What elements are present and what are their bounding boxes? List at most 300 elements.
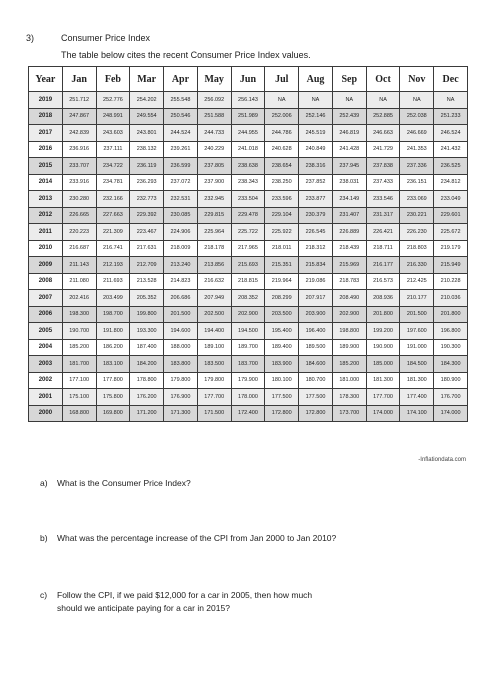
cpi-cell: 189.500 — [299, 339, 333, 356]
cpi-cell: 179.800 — [197, 372, 231, 389]
cpi-cell: 241.428 — [332, 141, 366, 158]
cpi-cell: 234.812 — [434, 174, 468, 191]
year-cell: 2002 — [29, 372, 63, 389]
year-cell: 2005 — [29, 323, 63, 340]
table-row — [29, 224, 468, 241]
table-row — [29, 92, 468, 109]
year-cell: 2001 — [29, 389, 63, 406]
question-c-text: Follow the CPI, if we paid $12,000 for a car in 2005, then how much should we anticipate paying for a car in 2015? — [57, 590, 313, 613]
cpi-cell: 215.693 — [231, 257, 265, 274]
cpi-cell: 251.712 — [62, 92, 96, 109]
cpi-cell: 229.478 — [231, 207, 265, 224]
cpi-cell: 243.801 — [130, 125, 164, 142]
cpi-cell: 237.072 — [164, 174, 198, 191]
cpi-cell: 189.100 — [197, 339, 231, 356]
table-row — [29, 240, 468, 257]
cpi-cell: 232.166 — [96, 191, 130, 208]
table-body — [29, 92, 468, 422]
cpi-cell: 202.416 — [62, 290, 96, 307]
cpi-cell: 237.945 — [332, 158, 366, 175]
cpi-cell: 197.600 — [400, 323, 434, 340]
cpi-cell: 213.856 — [197, 257, 231, 274]
column-header-apr: Apr — [164, 67, 198, 92]
table-row — [29, 141, 468, 158]
cpi-table — [28, 66, 468, 422]
year-cell: 2011 — [29, 224, 63, 241]
cpi-cell: 234.722 — [96, 158, 130, 175]
cpi-cell: 248.991 — [96, 108, 130, 125]
year-cell: 2013 — [29, 191, 63, 208]
cpi-cell: 194.400 — [197, 323, 231, 340]
year-cell: 2004 — [29, 339, 63, 356]
table-row — [29, 339, 468, 356]
table-intro: The table below cites the recent Consumer Price Index values. — [61, 50, 311, 60]
cpi-cell: 251.233 — [434, 108, 468, 125]
column-header-aug: Aug — [299, 67, 333, 92]
cpi-cell: 232.945 — [197, 191, 231, 208]
cpi-cell: 237.111 — [96, 141, 130, 158]
cpi-cell: 190.300 — [434, 339, 468, 356]
cpi-cell: 225.964 — [197, 224, 231, 241]
cpi-cell: 237.838 — [366, 158, 400, 175]
cpi-cell: 238.343 — [231, 174, 265, 191]
cpi-cell: 211.143 — [62, 257, 96, 274]
cpi-cell: 232.773 — [130, 191, 164, 208]
cpi-cell: 218.312 — [299, 240, 333, 257]
cpi-cell: 180.100 — [265, 372, 299, 389]
cpi-cell: 203.500 — [265, 306, 299, 323]
year-cell: 2012 — [29, 207, 63, 224]
year-cell: 2019 — [29, 92, 63, 109]
cpi-cell: 183.100 — [96, 356, 130, 373]
question-c — [40, 589, 340, 615]
year-cell: 2015 — [29, 158, 63, 175]
column-header-jul: Jul — [265, 67, 299, 92]
problem-title: Consumer Price Index — [61, 33, 151, 43]
cpi-cell: 241.432 — [434, 141, 468, 158]
cpi-cell: 233.049 — [434, 191, 468, 208]
cpi-cell: 185.200 — [332, 356, 366, 373]
cpi-cell: 243.603 — [96, 125, 130, 142]
cpi-cell: 196.400 — [299, 323, 333, 340]
cpi-cell: 181.300 — [400, 372, 434, 389]
cpi-cell: 218.783 — [332, 273, 366, 290]
cpi-cell: 219.179 — [434, 240, 468, 257]
cpi-cell: 227.663 — [96, 207, 130, 224]
cpi-cell: 226.545 — [299, 224, 333, 241]
cpi-cell: 244.524 — [164, 125, 198, 142]
cpi-cell: 178.300 — [332, 389, 366, 406]
cpi-cell: 240.849 — [299, 141, 333, 158]
cpi-cell: 195.400 — [265, 323, 299, 340]
cpi-cell: 246.524 — [434, 125, 468, 142]
cpi-cell: 176.900 — [164, 389, 198, 406]
cpi-cell: 183.700 — [231, 356, 265, 373]
year-cell: 2009 — [29, 257, 63, 274]
cpi-cell: 174.100 — [400, 405, 434, 422]
cpi-cell: 233.546 — [366, 191, 400, 208]
year-cell: 2018 — [29, 108, 63, 125]
cpi-cell: 210.036 — [434, 290, 468, 307]
cpi-cell: 196.800 — [434, 323, 468, 340]
cpi-cell: 237.433 — [366, 174, 400, 191]
cpi-cell: 224.906 — [164, 224, 198, 241]
cpi-cell: 233.707 — [62, 158, 96, 175]
cpi-cell: 199.800 — [130, 306, 164, 323]
table-row — [29, 356, 468, 373]
cpi-cell: 234.149 — [332, 191, 366, 208]
cpi-cell: 231.317 — [366, 207, 400, 224]
cpi-cell: 179.800 — [164, 372, 198, 389]
cpi-cell: NA — [400, 92, 434, 109]
cpi-cell: 183.900 — [265, 356, 299, 373]
column-header-sep: Sep — [332, 67, 366, 92]
cpi-cell: 252.439 — [332, 108, 366, 125]
cpi-cell: 229.104 — [265, 207, 299, 224]
cpi-cell: 225.672 — [434, 224, 468, 241]
cpi-cell: 215.969 — [332, 257, 366, 274]
cpi-cell: 201.500 — [164, 306, 198, 323]
cpi-cell: 172.400 — [231, 405, 265, 422]
cpi-cell: 232.531 — [164, 191, 198, 208]
column-header-dec: Dec — [434, 67, 468, 92]
cpi-cell: 237.805 — [197, 158, 231, 175]
cpi-cell: 168.800 — [62, 405, 96, 422]
year-cell: 2014 — [29, 174, 63, 191]
cpi-cell: 231.407 — [332, 207, 366, 224]
cpi-cell: 183.500 — [197, 356, 231, 373]
problem-number: 3) — [26, 33, 35, 43]
cpi-cell: 188.000 — [164, 339, 198, 356]
table-row — [29, 158, 468, 175]
cpi-cell: 189.400 — [265, 339, 299, 356]
cpi-cell: 233.504 — [231, 191, 265, 208]
cpi-cell: 245.519 — [299, 125, 333, 142]
cpi-cell: 176.200 — [130, 389, 164, 406]
cpi-cell: 216.687 — [62, 240, 96, 257]
cpi-cell: 205.352 — [130, 290, 164, 307]
cpi-cell: 212.709 — [130, 257, 164, 274]
table-row — [29, 273, 468, 290]
cpi-cell: 233.916 — [62, 174, 96, 191]
question-a-letter: a) — [40, 478, 48, 488]
cpi-cell: 193.300 — [130, 323, 164, 340]
cpi-cell: 236.525 — [434, 158, 468, 175]
cpi-cell: 250.546 — [164, 108, 198, 125]
cpi-cell: NA — [299, 92, 333, 109]
cpi-cell: 236.119 — [130, 158, 164, 175]
cpi-cell: 177.500 — [299, 389, 333, 406]
cpi-cell: 249.554 — [130, 108, 164, 125]
year-cell: 2010 — [29, 240, 63, 257]
cpi-cell: NA — [366, 92, 400, 109]
cpi-cell: 240.229 — [197, 141, 231, 158]
cpi-cell: 202.500 — [197, 306, 231, 323]
year-cell: 2000 — [29, 405, 63, 422]
cpi-cell: 210.228 — [434, 273, 468, 290]
cpi-cell: 216.573 — [366, 273, 400, 290]
cpi-cell: 237.852 — [299, 174, 333, 191]
cpi-cell: 230.221 — [400, 207, 434, 224]
cpi-cell: 203.900 — [299, 306, 333, 323]
cpi-cell: 251.588 — [197, 108, 231, 125]
cpi-cell: NA — [265, 92, 299, 109]
cpi-cell: 171.300 — [164, 405, 198, 422]
cpi-cell: 252.038 — [400, 108, 434, 125]
cpi-cell: 230.085 — [164, 207, 198, 224]
cpi-cell: 252.885 — [366, 108, 400, 125]
column-header-may: May — [197, 67, 231, 92]
cpi-cell: 213.240 — [164, 257, 198, 274]
cpi-cell: 229.815 — [197, 207, 231, 224]
cpi-cell: 255.548 — [164, 92, 198, 109]
cpi-cell: 184.300 — [434, 356, 468, 373]
cpi-cell: 246.663 — [366, 125, 400, 142]
cpi-cell: 244.733 — [197, 125, 231, 142]
cpi-cell: 246.669 — [400, 125, 434, 142]
cpi-cell: 171.200 — [130, 405, 164, 422]
cpi-cell: 208.936 — [366, 290, 400, 307]
cpi-cell: 208.490 — [332, 290, 366, 307]
table-row — [29, 125, 468, 142]
column-header-nov: Nov — [400, 67, 434, 92]
cpi-cell: 208.299 — [265, 290, 299, 307]
cpi-cell: 236.599 — [164, 158, 198, 175]
cpi-cell: 252.006 — [265, 108, 299, 125]
cpi-cell: 213.528 — [130, 273, 164, 290]
cpi-cell: NA — [332, 92, 366, 109]
table-row — [29, 290, 468, 307]
cpi-cell: 242.839 — [62, 125, 96, 142]
cpi-cell: 241.729 — [366, 141, 400, 158]
cpi-cell: 181.700 — [62, 356, 96, 373]
cpi-cell: 240.628 — [265, 141, 299, 158]
cpi-cell: 202.900 — [332, 306, 366, 323]
cpi-cell: 185.000 — [366, 356, 400, 373]
cpi-cell: 216.177 — [366, 257, 400, 274]
cpi-cell: 218.011 — [265, 240, 299, 257]
cpi-cell: 203.499 — [96, 290, 130, 307]
cpi-cell: 216.632 — [197, 273, 231, 290]
cpi-cell: 226.421 — [366, 224, 400, 241]
cpi-cell: 219.964 — [265, 273, 299, 290]
cpi-cell: 241.353 — [400, 141, 434, 158]
cpi-cell: 174.000 — [366, 405, 400, 422]
cpi-cell: 225.922 — [265, 224, 299, 241]
cpi-cell: 201.500 — [400, 306, 434, 323]
cpi-cell: 254.202 — [130, 92, 164, 109]
cpi-cell: 238.132 — [130, 141, 164, 158]
cpi-cell: 202.900 — [231, 306, 265, 323]
cpi-cell: 233.596 — [265, 191, 299, 208]
cpi-cell: 184.600 — [299, 356, 333, 373]
cpi-cell: 211.080 — [62, 273, 96, 290]
source-credit: -Inflationdata.com — [418, 457, 466, 463]
cpi-cell: 184.500 — [400, 356, 434, 373]
cpi-cell: 233.069 — [400, 191, 434, 208]
question-a-text: What is the Consumer Price Index? — [57, 478, 191, 488]
cpi-cell: 207.917 — [299, 290, 333, 307]
cpi-cell: 251.989 — [231, 108, 265, 125]
cpi-cell: 220.223 — [62, 224, 96, 241]
cpi-cell: 225.722 — [231, 224, 265, 241]
cpi-cell: 169.800 — [96, 405, 130, 422]
table-row — [29, 174, 468, 191]
cpi-cell: 216.330 — [400, 257, 434, 274]
cpi-cell: 236.151 — [400, 174, 434, 191]
cpi-cell: 241.018 — [231, 141, 265, 158]
cpi-cell: 238.638 — [231, 158, 265, 175]
cpi-cell: 198.700 — [96, 306, 130, 323]
cpi-cell: 177.100 — [62, 372, 96, 389]
cpi-cell: 189.900 — [332, 339, 366, 356]
cpi-cell: 198.800 — [332, 323, 366, 340]
table-row — [29, 257, 468, 274]
column-header-feb: Feb — [96, 67, 130, 92]
cpi-cell: 244.955 — [231, 125, 265, 142]
cpi-cell: 226.665 — [62, 207, 96, 224]
cpi-cell: 218.815 — [231, 273, 265, 290]
cpi-cell: 199.200 — [366, 323, 400, 340]
table-row — [29, 207, 468, 224]
cpi-cell: 252.776 — [96, 92, 130, 109]
table-row — [29, 372, 468, 389]
cpi-cell: 229.392 — [130, 207, 164, 224]
year-cell: 2003 — [29, 356, 63, 373]
cpi-cell: 194.500 — [231, 323, 265, 340]
cpi-cell: 211.693 — [96, 273, 130, 290]
cpi-cell: 187.400 — [130, 339, 164, 356]
cpi-cell: 238.316 — [299, 158, 333, 175]
cpi-cell: 172.800 — [299, 405, 333, 422]
cpi-cell: 185.200 — [62, 339, 96, 356]
cpi-cell: 236.293 — [130, 174, 164, 191]
cpi-cell: 177.700 — [366, 389, 400, 406]
cpi-cell: 194.600 — [164, 323, 198, 340]
cpi-cell: 175.100 — [62, 389, 96, 406]
question-a — [40, 477, 337, 490]
cpi-cell: 177.700 — [197, 389, 231, 406]
cpi-cell: 210.177 — [400, 290, 434, 307]
question-b — [40, 532, 337, 545]
cpi-cell: 238.654 — [265, 158, 299, 175]
cpi-cell: 247.867 — [62, 108, 96, 125]
cpi-cell: 198.300 — [62, 306, 96, 323]
cpi-cell: 190.700 — [62, 323, 96, 340]
cpi-cell: 230.280 — [62, 191, 96, 208]
year-cell: 2006 — [29, 306, 63, 323]
column-header-year: Year — [29, 67, 63, 92]
cpi-cell: 190.900 — [366, 339, 400, 356]
cpi-cell: 180.700 — [299, 372, 333, 389]
table-row — [29, 323, 468, 340]
table-row — [29, 389, 468, 406]
cpi-cell: 226.230 — [400, 224, 434, 241]
cpi-cell: 183.800 — [164, 356, 198, 373]
cpi-cell: 238.031 — [332, 174, 366, 191]
table-row — [29, 306, 468, 323]
cpi-cell: 175.800 — [96, 389, 130, 406]
cpi-cell: 218.711 — [366, 240, 400, 257]
cpi-cell: 223.467 — [130, 224, 164, 241]
cpi-cell: 215.949 — [434, 257, 468, 274]
cpi-cell: 172.800 — [265, 405, 299, 422]
cpi-cell: 216.741 — [96, 240, 130, 257]
year-cell: 2016 — [29, 141, 63, 158]
cpi-cell: 177.800 — [96, 372, 130, 389]
cpi-cell: 176.700 — [434, 389, 468, 406]
question-c-letter: c) — [40, 590, 48, 600]
cpi-cell: 218.439 — [332, 240, 366, 257]
cpi-cell: 256.143 — [231, 92, 265, 109]
cpi-cell: 181.000 — [332, 372, 366, 389]
cpi-cell: 218.803 — [400, 240, 434, 257]
cpi-cell: 237.336 — [400, 158, 434, 175]
cpi-cell: 186.200 — [96, 339, 130, 356]
cpi-cell: 239.261 — [164, 141, 198, 158]
cpi-cell: 214.823 — [164, 273, 198, 290]
column-header-oct: Oct — [366, 67, 400, 92]
table-row — [29, 405, 468, 422]
table-row — [29, 191, 468, 208]
cpi-cell: 221.309 — [96, 224, 130, 241]
question-b-letter: b) — [40, 533, 48, 543]
year-cell: 2007 — [29, 290, 63, 307]
cpi-cell: 174.000 — [434, 405, 468, 422]
cpi-cell: 230.379 — [299, 207, 333, 224]
cpi-cell: 180.900 — [434, 372, 468, 389]
cpi-cell: 171.500 — [197, 405, 231, 422]
table-row — [29, 108, 468, 125]
cpi-cell: 217.965 — [231, 240, 265, 257]
question-b-text: What was the percentage increase of the CPI from Jan 2000 to Jan 2010? — [57, 533, 337, 543]
cpi-cell: 179.900 — [231, 372, 265, 389]
cpi-cell: 246.819 — [332, 125, 366, 142]
cpi-cell: 218.178 — [197, 240, 231, 257]
cpi-cell: 181.300 — [366, 372, 400, 389]
cpi-cell: 237.900 — [197, 174, 231, 191]
cpi-cell: 208.352 — [231, 290, 265, 307]
cpi-cell: 219.086 — [299, 273, 333, 290]
cpi-cell: 217.631 — [130, 240, 164, 257]
cpi-cell: 191.000 — [400, 339, 434, 356]
cpi-cell: 201.800 — [366, 306, 400, 323]
cpi-cell: 215.351 — [265, 257, 299, 274]
cpi-cell: 233.877 — [299, 191, 333, 208]
cpi-cell: 218.009 — [164, 240, 198, 257]
cpi-cell: 178.800 — [130, 372, 164, 389]
cpi-cell: 229.601 — [434, 207, 468, 224]
year-cell: 2008 — [29, 273, 63, 290]
cpi-cell: NA — [434, 92, 468, 109]
cpi-cell: 177.500 — [265, 389, 299, 406]
cpi-cell: 256.092 — [197, 92, 231, 109]
cpi-cell: 177.400 — [400, 389, 434, 406]
cpi-cell: 215.834 — [299, 257, 333, 274]
column-header-mar: Mar — [130, 67, 164, 92]
cpi-cell: 244.786 — [265, 125, 299, 142]
cpi-cell: 201.800 — [434, 306, 468, 323]
cpi-cell: 173.700 — [332, 405, 366, 422]
year-cell: 2017 — [29, 125, 63, 142]
cpi-cell: 212.425 — [400, 273, 434, 290]
cpi-cell: 226.889 — [332, 224, 366, 241]
cpi-cell: 184.200 — [130, 356, 164, 373]
cpi-cell: 236.916 — [62, 141, 96, 158]
column-header-jun: Jun — [231, 67, 265, 92]
cpi-cell: 189.700 — [231, 339, 265, 356]
cpi-cell: 206.686 — [164, 290, 198, 307]
